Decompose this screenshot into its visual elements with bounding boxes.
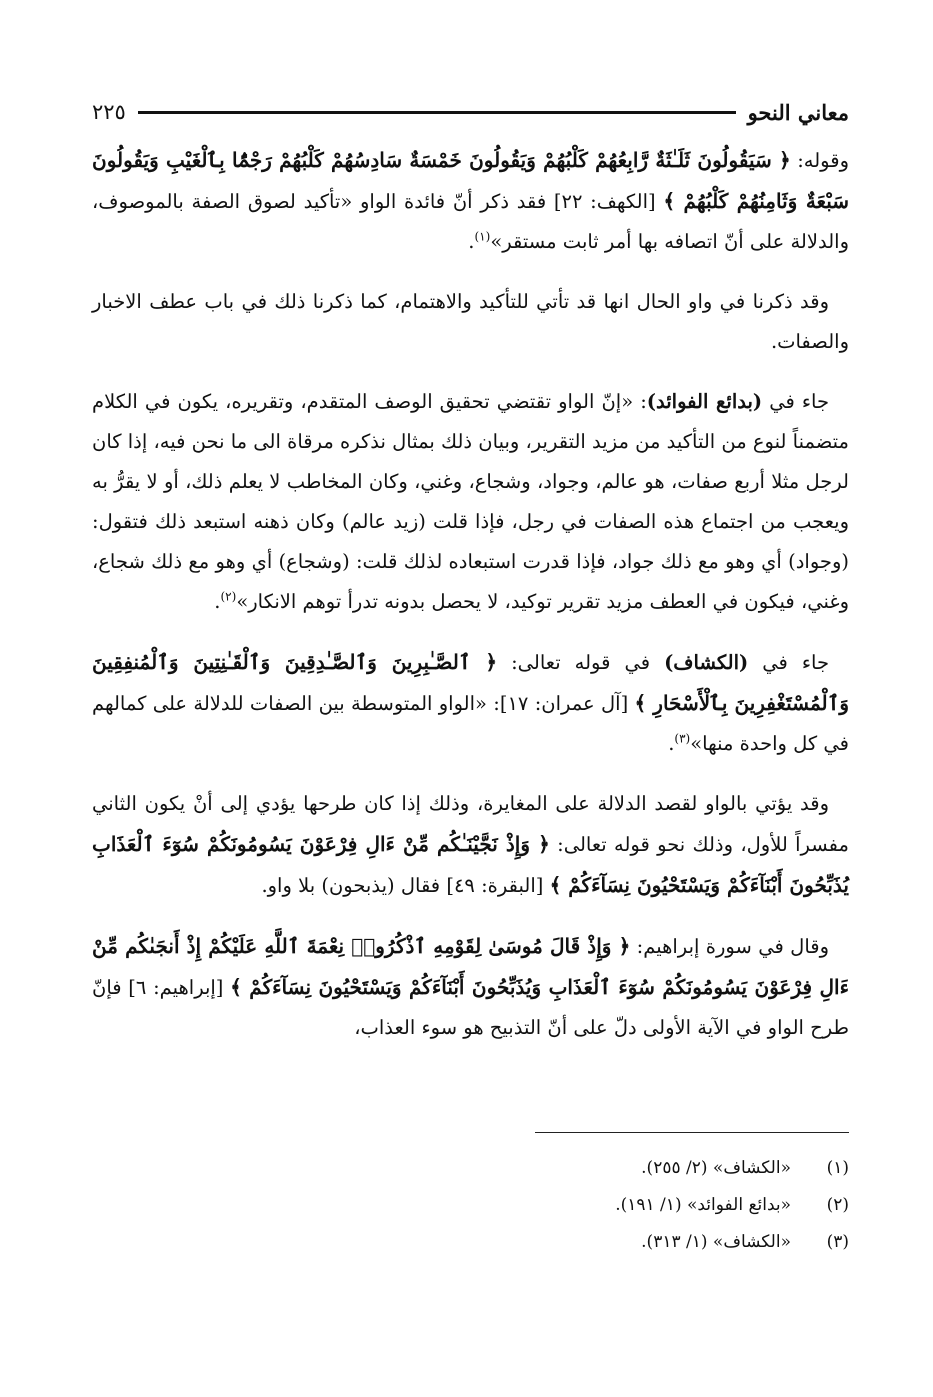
footnote-number: (٢) bbox=[826, 1195, 849, 1215]
text-run: وقد يؤتي بالواو لقصد الدلالة على المغايرة، وذلك إذا كان طرحها يؤدي إلى أنْ يكون الثاني مفسراً للأول، وذلك نحو قوله تعالى: bbox=[92, 792, 849, 856]
paragraph-3 bbox=[92, 382, 849, 622]
footnote-item bbox=[92, 1150, 849, 1187]
text-run: في قوله تعالى: bbox=[497, 651, 665, 674]
paragraph-6 bbox=[92, 926, 849, 1048]
running-header bbox=[92, 92, 849, 132]
text-run: [إبراهيم: ٦] فإنّ طرح الواو في الآية الأولى دلّ على أنّ التذبيح هو سوء العذاب، bbox=[92, 976, 849, 1039]
text-run: وقال في سورة إبراهيم: bbox=[630, 935, 830, 958]
quran-verse: ﴿ سَيَقُولُونَ ثَلَـٰثَةٌ رَّابِعُهُمْ كَلْبُهُمْ وَيَقُولُونَ خَمْسَةٌ سَادِسُهُمْ كَلْبُهُمْ رَجْمًۢا بِٱلْغَيْبِ وَيَقُولُونَ سَبْعَةٌ وَثَامِنُهُمْ كَلْبُهُمْ ﴾ bbox=[92, 148, 849, 213]
paragraph-5 bbox=[92, 784, 849, 906]
footnote-text: «الكشاف» (١/ ٣١٣). bbox=[641, 1232, 791, 1252]
source-title: (الكشاف) bbox=[664, 651, 749, 674]
paragraph-2: وقد ذكرنا في واو الحال انها قد تأتي للتأكيد والاهتمام، كما ذكرنا ذلك في باب عطف الاخبار والصفات. bbox=[92, 290, 849, 353]
quran-verse: ﴿ وَإِذْ نَجَّيْنَـٰكُم مِّنْ ءَالِ فِرْعَوْنَ يَسُومُونَكُمْ سُوٓءَ ٱلْعَذَابِ يُذَبِّحُونَ أَبْنَآءَكُمْ وَيَسْتَحْيُونَ نِسَآءَكُمْ ﴾ bbox=[92, 832, 849, 897]
footnote-number: (٣) bbox=[826, 1232, 849, 1252]
text-run: [آل عمران: ١٧]: «الواو المتوسطة بين الصفات للدلالة على كمالهم في كل واحدة منها» bbox=[92, 692, 849, 755]
text-run: : «إنّ الواو تقتضي تحقيق الوصف المتقدم، وتقريره، يكون في الكلام متضمناً لنوع من التأكيد من مزيد التقرير، وبيان ذلك بمثال نذكره مرقاة الى ما نحن فيه، إذا كان لرجل مثلا أربع صفات، هو عالم، وجواد، وشجاع، وغني، وكان المخاطب لا يعلم ذلك، أو لا يقرُّ به ويعجب من اجتماع هذه الصفات في رجل، فإذا قلت (زيد عالم) وكان ذهنه استبعد ذلك فتقول: (وجواد) أي وهو مع ذلك جواد، فإذا قدرت استبعاده لذلك قلت: (وشجاع) أي وهو مع ذلك شجاع، وغني، فيكون في العطف مزيد تقرير توكيد، لا يحصل بدونه تدرأ توهم الانكار» bbox=[92, 390, 849, 613]
source-title: (بدائع الفوائد) bbox=[646, 390, 763, 413]
footnote-number: (١) bbox=[826, 1158, 849, 1178]
text-run: . bbox=[468, 230, 475, 253]
text-run: وقوله: bbox=[790, 149, 849, 172]
text-run: [البقرة: ٤٩] فقال (يذبحون) بلا واو. bbox=[261, 874, 550, 897]
text-run: جاء في bbox=[748, 651, 830, 674]
page-number: ٢٢٥ bbox=[92, 100, 126, 124]
footnote-text: «بدائع الفوائد» (١/ ١٩١). bbox=[615, 1195, 791, 1215]
text-run: [الكهف: ٢٢] فقد ذكر أنّ فائدة الواو «تأكيد لصوق الصفة بالموصوف، والدلالة على أنّ اتصافه بها أمر ثابت مستقر» bbox=[92, 190, 849, 253]
footnote-text: «الكشاف» (٢/ ٢٥٥). bbox=[641, 1158, 791, 1178]
paragraph-4 bbox=[92, 642, 849, 764]
footnote-ref: (١) bbox=[474, 229, 491, 244]
footnote-ref: (٣) bbox=[674, 731, 691, 746]
header-rule bbox=[138, 111, 736, 114]
footnotes bbox=[92, 1150, 849, 1261]
book-title: معاني النحو bbox=[747, 99, 849, 125]
paragraph-1 bbox=[92, 140, 849, 262]
quran-verse: ﴿ وَإِذْ قَالَ مُوسَىٰ لِقَوْمِهِ ٱذْكُرُوا۟ نِعْمَةَ ٱللَّهِ عَلَيْكُمْ إِذْ أَنجَىٰكُم مِّنْ ءَالِ فِرْعَوْنَ يَسُومُونَكُمْ سُوٓءَ ٱلْعَذَابِ وَيُذَبِّحُونَ أَبْنَآءَكُمْ وَيَسْتَحْيُونَ نِسَآءَكُمْ ﴾ bbox=[92, 934, 850, 999]
text-run: . bbox=[668, 732, 675, 755]
footnote-item bbox=[92, 1224, 849, 1261]
text-run: جاء في bbox=[762, 390, 829, 413]
text-run: . bbox=[214, 590, 221, 613]
footnote-separator bbox=[535, 1132, 849, 1133]
quran-verse: ﴿ ٱلصَّـٰبِرِينَ وَٱلصَّـٰدِقِينَ وَٱلْقَـٰنِتِينَ وَٱلْمُنفِقِينَ وَٱلْمُسْتَغْفِرِينَ بِٱلْأَسْحَارِ ﴾ bbox=[92, 650, 849, 715]
footnote-ref: (٢) bbox=[220, 589, 237, 604]
footnote-item bbox=[92, 1187, 849, 1224]
main-text bbox=[92, 140, 849, 1068]
